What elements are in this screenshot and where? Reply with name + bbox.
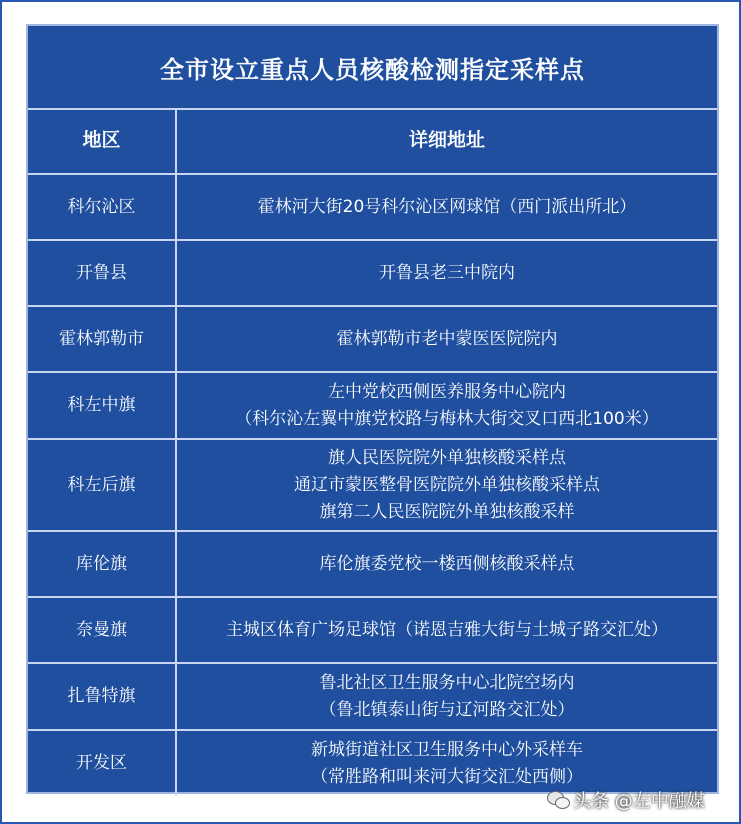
table-title: 全市设立重点人员核酸检测指定采样点	[28, 26, 717, 110]
table-row	[28, 372, 717, 439]
watermark-text: 头条 @左中融媒	[573, 791, 705, 812]
address-line: 鲁北社区卫生服务中心北院空场内	[319, 672, 575, 693]
table-row	[28, 439, 717, 531]
wechat-icon	[547, 791, 569, 809]
row-address	[176, 439, 717, 531]
row-area: 科左中旗	[28, 372, 176, 439]
table-row	[28, 306, 717, 372]
table-row	[28, 174, 717, 240]
address-line: 霍林郭勒市老中蒙医医院院内	[336, 328, 558, 349]
table-header-row	[28, 108, 717, 174]
row-address	[176, 240, 717, 306]
row-address	[176, 306, 717, 372]
row-area: 霍林郭勒市	[28, 306, 176, 372]
address-line: 开鲁县老三中院内	[379, 262, 515, 283]
watermark	[547, 780, 705, 820]
sampling-points-table	[28, 108, 717, 796]
row-address	[176, 372, 717, 439]
address-line: 新城街道社区卫生服务中心外采样车	[311, 739, 583, 760]
row-area: 库伦旗	[28, 531, 176, 597]
table-row	[28, 531, 717, 597]
address-line: 旗人民医院院外单独核酸采样点	[328, 447, 566, 468]
table-row	[28, 663, 717, 730]
address-line: 左中党校西侧医养服务中心院内	[328, 381, 566, 402]
header-address: 详细地址	[176, 108, 717, 174]
row-area: 开发区	[28, 730, 176, 796]
address-line: （科尔沁左翼中旗党校路与梅林大街交叉口西北100米）	[235, 408, 659, 429]
row-address	[176, 174, 717, 240]
address-line: 通辽市蒙医整骨医院院外单独核酸采样点	[294, 474, 600, 495]
row-area: 开鲁县	[28, 240, 176, 306]
address-line: （鲁北镇泰山街与辽河路交汇处）	[319, 699, 575, 720]
row-address	[176, 663, 717, 730]
row-area: 科左后旗	[28, 439, 176, 531]
row-area: 奈曼旗	[28, 597, 176, 663]
address-line: （常胜路和叫来河大街交汇处西侧）	[311, 766, 583, 787]
row-address	[176, 597, 717, 663]
sampling-table-panel	[26, 24, 719, 794]
table-row	[28, 597, 717, 663]
table-row	[28, 240, 717, 306]
row-area: 扎鲁特旗	[28, 663, 176, 730]
row-area: 科尔沁区	[28, 174, 176, 240]
address-line: 霍林河大街20号科尔沁区网球馆（西门派出所北）	[257, 196, 637, 217]
header-area: 地区	[28, 108, 176, 174]
address-line: 库伦旗委党校一楼西侧核酸采样点	[319, 553, 575, 574]
address-line: 旗第二人民医院院外单独核酸采样	[319, 501, 575, 522]
row-address	[176, 531, 717, 597]
address-line: 主城区体育广场足球馆（诺恩吉雅大街与土城子路交汇处）	[226, 619, 668, 640]
